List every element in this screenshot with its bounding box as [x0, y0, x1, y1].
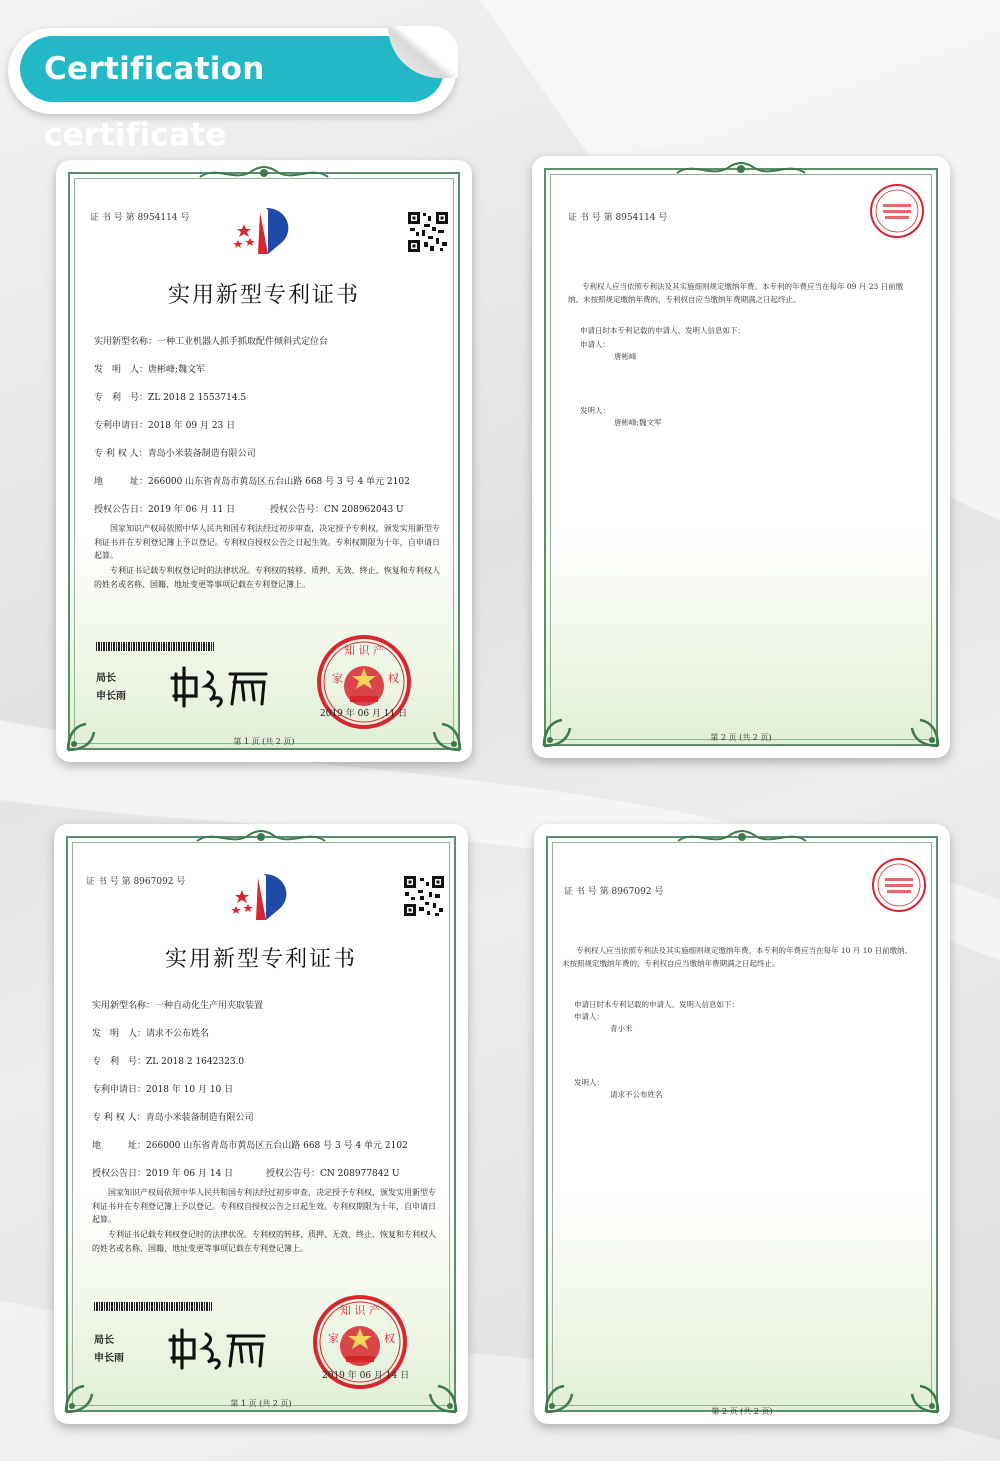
applicant-label: 申请人： [580, 340, 610, 349]
certificate-title: 实用新型专利证书 [164, 947, 357, 972]
applicant-value: 唐彬峰 [614, 352, 637, 361]
field-announce-number: 授权公告号：CN 208977842 U [266, 1169, 400, 1179]
qr-code-icon [402, 874, 446, 918]
field-patent-number: 专 利 号：ZL 2018 2 1642323.0 [92, 1057, 245, 1067]
ornament-top-icon [673, 161, 809, 179]
field-announce-date: 授权公告日：2019 年 06 月 14 日 [92, 1169, 234, 1179]
barcode-icon [96, 642, 214, 651]
field-utility-model-name: 实用新型名称：一种工业机器人抓手抓取配件倾斜式定位台 [94, 337, 329, 347]
ornament-top-icon [674, 829, 810, 847]
field-filing-date: 专利申请日：2018 年 10 月 10 日 [92, 1085, 234, 1095]
certificate-number: 证 书 号 第 8954114 号 [90, 213, 190, 223]
director-signature-block: 局长 申长雨 [96, 673, 126, 702]
field-patentee: 专 利 权 人：青岛小米装备制造有限公司 [94, 449, 256, 459]
certificate-title: 实用新型专利证书 [167, 283, 360, 308]
grant-paragraph: 国家知识产权局依照中华人民共和国专利法经过初步审查，决定授予专利权，颁发实用新型专利证书并在专利登记簿上予以登记。专利权自授权公告之日起生效。专利权期限为十年，自申请日起算。 [94, 524, 440, 560]
header-title: Certification certificate [20, 36, 444, 102]
seal-date: 2019 年 06 月 11 日 [320, 709, 408, 719]
barcode-icon [94, 1302, 212, 1311]
field-utility-model-name: 实用新型名称：一种自动化生产用夹取装置 [92, 1001, 264, 1011]
svg-text:知 识 产: 知 识 产 [344, 644, 384, 657]
field-address: 地 址：266000 山东省青岛市黄岛区五台山路 668 号 3 号 4 单元 2102 [94, 477, 410, 487]
red-stamp-icon [870, 856, 928, 914]
cnipa-logo-icon [228, 868, 300, 924]
applicant-value: 青小米 [610, 1024, 633, 1033]
page-number: 第 1 页 (共 2 页) [233, 737, 295, 746]
svg-text:权: 权 [388, 672, 399, 685]
legal-status-paragraph: 专利证书记载专利权登记时的法律状况。专利权的转移、质押、无效、终止、恢复和专利权人的姓名或名称、国籍、地址变更等事项记载在专利登记簿上。 [92, 1230, 436, 1253]
certificate-sheet [66, 836, 456, 1412]
qr-code-icon [406, 210, 450, 254]
field-inventor: 发 明 人：请求不公布姓名 [92, 1029, 210, 1039]
ornament-top-icon [196, 165, 332, 183]
annual-fee-notice: 专利权人应当依照专利法及其实施细则规定缴纳年费。本专利的年费应当在每年 10 月 10 日前缴纳。未按照规定缴纳年费的，专利权自应当缴纳年费期满之日起终止。 [562, 946, 913, 968]
field-patentee: 专 利 权 人：青岛小米装备制造有限公司 [92, 1113, 254, 1123]
legal-status-paragraph: 专利证书记载专利权登记时的法律状况。专利权的转移、质押、无效、终止、恢复和专利权人的姓名或名称、国籍、地址变更等事项记载在专利登记簿上。 [94, 566, 440, 589]
inventor-value: 唐彬峰;魏文军 [614, 418, 662, 427]
svg-text:权: 权 [384, 1332, 395, 1345]
certificate-sheet [544, 168, 938, 746]
field-filing-date: 专利申请日：2018 年 09 月 23 日 [94, 421, 236, 431]
director-signature-block: 局长 申长雨 [94, 1335, 124, 1364]
inventor-label: 发明人： [574, 1078, 604, 1087]
field-patent-number: 专 利 号：ZL 2018 2 1553714.5 [94, 393, 247, 403]
svg-text:家: 家 [332, 672, 343, 685]
page-number: 第 1 页 (共 2 页) [230, 1399, 292, 1408]
field-announce-number: 授权公告号：CN 208962043 U [270, 505, 404, 515]
certificate-sheet [546, 836, 938, 1416]
inventor-label: 发明人： [580, 406, 610, 415]
ornament-top-icon [193, 829, 329, 847]
field-announce-date: 授权公告日：2019 年 06 月 11 日 [94, 505, 236, 515]
seal-date: 2019 年 06 月 14 日 [322, 1371, 410, 1381]
page-number: 第 2 页 (共 2 页) [710, 733, 772, 742]
certificate-number: 证 书 号 第 8967092 号 [86, 877, 186, 887]
certificate-number: 证 书 号 第 8967092 号 [564, 887, 664, 897]
cnipa-logo-icon [230, 202, 302, 258]
certificate-2-back [534, 824, 950, 1424]
info-heading: 申请日时本专利记载的申请人、发明人信息如下： [580, 326, 745, 335]
field-inventor: 发 明 人：唐彬峰;魏文军 [94, 365, 206, 375]
field-address: 地 址：266000 山东省青岛市黄岛区五台山路 668 号 3 号 4 单元 2102 [92, 1141, 408, 1151]
svg-text:知 识 产: 知 识 产 [340, 1304, 380, 1317]
header-banner [8, 28, 456, 153]
inventor-value: 请求不公布姓名 [610, 1090, 663, 1099]
grant-paragraph: 国家知识产权局依照中华人民共和国专利法经过初步审查，决定授予专利权，颁发实用新型专利证书并在专利登记簿上予以登记。专利权自授权公告之日起生效。专利权期限为十年，自申请日起算。 [92, 1188, 436, 1224]
certificate-number: 证 书 号 第 8954114 号 [568, 213, 668, 223]
svg-text:家: 家 [328, 1332, 339, 1345]
red-stamp-icon [868, 182, 926, 240]
info-heading: 申请日时本专利记载的申请人、发明人信息如下： [574, 1000, 739, 1009]
handwritten-signature-icon [170, 664, 270, 708]
certificate-sheet [68, 172, 460, 750]
certificate-2-front [54, 824, 468, 1424]
handwritten-signature-icon [168, 1326, 268, 1370]
annual-fee-notice: 专利权人应当依照专利法及其实施细则规定缴纳年费。本专利的年费应当在每年 09 月 23 日前缴纳。未按照规定缴纳年费的，专利权自应当缴纳年费期满之日起终止。 [568, 282, 904, 304]
certificate-1-front [56, 160, 472, 762]
applicant-label: 申请人： [574, 1012, 604, 1021]
certificate-1-back [532, 156, 950, 758]
page-number: 第 2 页 (共 2 页) [711, 1407, 773, 1416]
